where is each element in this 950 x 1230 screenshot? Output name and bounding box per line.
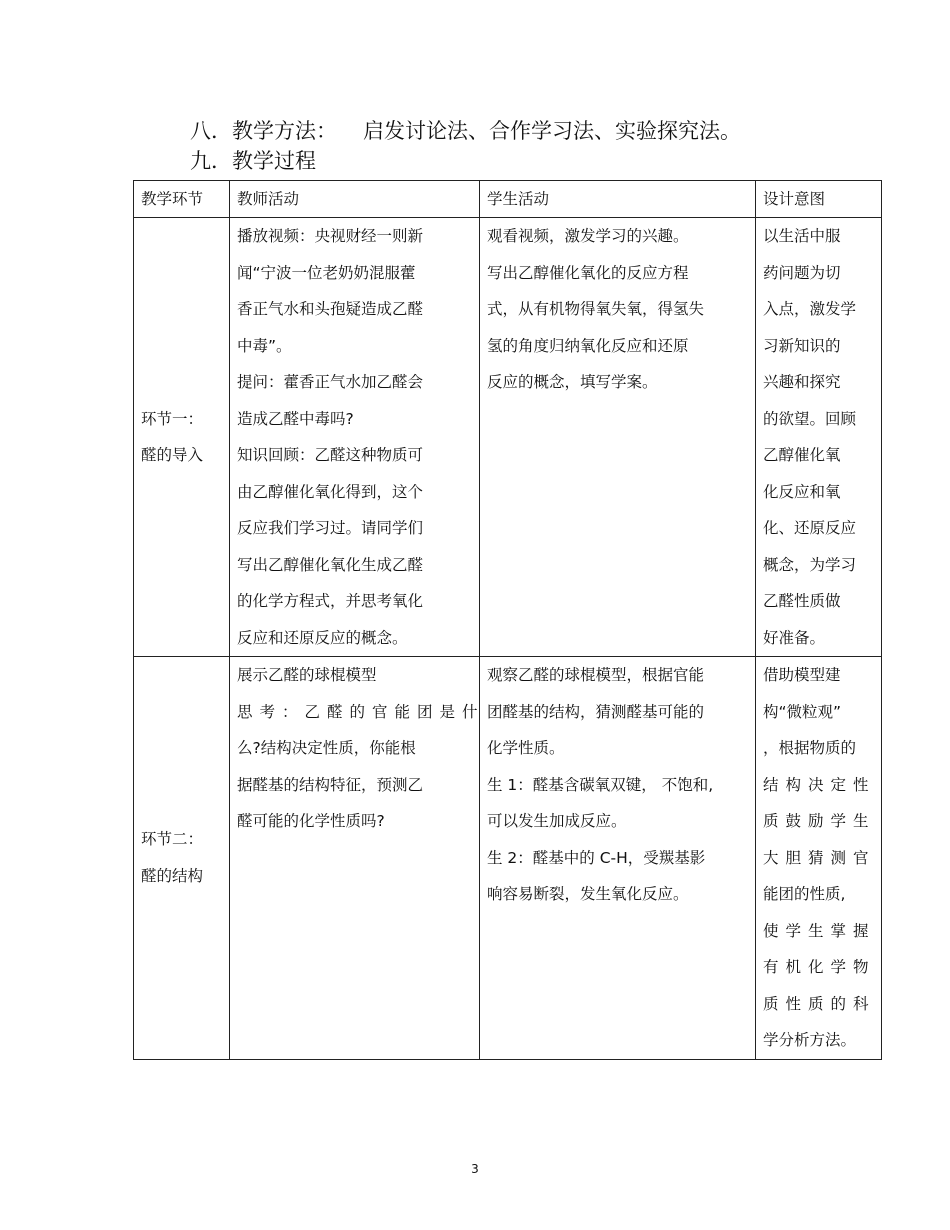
design-line: 药问题为切 bbox=[763, 263, 841, 282]
teacher-line: 展示乙醛的球棍模型 bbox=[237, 666, 377, 684]
design-line: 借助模型建 bbox=[763, 666, 841, 684]
student-line: 生 1：醛基含碳氧双键， 不饱和, bbox=[487, 775, 714, 794]
student-line: 化学性质。 bbox=[487, 739, 565, 757]
teacher-line: 由乙醇催化氧化得到，这个 bbox=[237, 482, 424, 501]
stage-line: 醛的导入 bbox=[141, 446, 204, 464]
design-line: 好准备。 bbox=[763, 628, 826, 647]
teacher-line: 中毒”。 bbox=[237, 336, 292, 355]
student-line: 式，从有机物得氧失氧，得氢失 bbox=[487, 300, 705, 318]
header-student: 学生活动 bbox=[480, 181, 756, 218]
teacher-line: 反应我们学习过。请同学们 bbox=[237, 519, 424, 537]
design-line: 构“微粒观” bbox=[763, 702, 842, 721]
teacher-line: 香正气水和头孢疑造成乙醛 bbox=[237, 300, 424, 318]
design-line: 的欲望。回顾 bbox=[763, 409, 857, 428]
student-line: 观看视频，激发学习的兴趣。 bbox=[487, 227, 689, 245]
design-line: 大胆猜测官 bbox=[763, 848, 876, 867]
page-number: 3 bbox=[471, 1162, 479, 1176]
teacher-line: 的化学方程式，并思考氧化 bbox=[237, 592, 424, 610]
teacher-line: 么?结构决定性质，你能根 bbox=[237, 739, 416, 757]
design-line: 学分析方法。 bbox=[763, 1031, 857, 1049]
student-activity-cell bbox=[480, 657, 756, 1060]
design-line: 乙醇催化氧 bbox=[763, 446, 841, 464]
student-activity-cell bbox=[480, 218, 756, 657]
design-line: 质鼓励学生 bbox=[763, 812, 876, 830]
design-line: 乙醛性质做 bbox=[763, 592, 841, 610]
teacher-line: 反应和还原反应的概念。 bbox=[237, 628, 408, 647]
design-line: 兴趣和探究 bbox=[763, 373, 841, 391]
student-line: 响容易断裂，发生氧化反应。 bbox=[487, 885, 689, 903]
design-line: 质性质的科 bbox=[763, 994, 876, 1013]
student-line: 可以发生加成反应。 bbox=[487, 812, 627, 830]
design-line: 以生活中服 bbox=[763, 227, 841, 245]
design-line: 概念，为学习 bbox=[763, 555, 857, 574]
teaching-process-heading bbox=[190, 146, 316, 176]
teaching-methods-heading bbox=[190, 116, 741, 146]
teacher-line: 闻“宁波一位老奶奶混服藿 bbox=[237, 263, 416, 282]
table-row bbox=[134, 218, 882, 657]
header-design: 设计意图 bbox=[756, 181, 882, 218]
design-line: 习新知识的 bbox=[763, 336, 841, 355]
table-header-row bbox=[134, 181, 882, 218]
design-line: 能团的性质, bbox=[763, 885, 846, 903]
header-teacher: 教师活动 bbox=[230, 181, 480, 218]
student-line: 写出乙醇催化氧化的反应方程 bbox=[487, 263, 689, 282]
teacher-activity-cell bbox=[230, 657, 485, 1060]
design-line: 化、还原反应 bbox=[763, 519, 857, 537]
stage-line: 醛的结构 bbox=[141, 866, 204, 885]
stage-cell bbox=[134, 218, 230, 657]
design-line: ，根据物质的 bbox=[763, 739, 857, 757]
teacher-line: 思考：乙醛的官能团是什 bbox=[237, 702, 485, 721]
teacher-line: 提问：藿香正气水加乙醛会 bbox=[237, 373, 424, 391]
teacher-line: 播放视频：央视财经一则新 bbox=[237, 227, 424, 245]
table-row bbox=[134, 657, 882, 1060]
teacher-line: 写出乙醇催化氧化生成乙醛 bbox=[237, 555, 424, 574]
design-line: 入点，激发学 bbox=[763, 300, 857, 318]
teacher-line: 醛可能的化学性质吗? bbox=[237, 812, 385, 830]
student-line: 反应的概念，填写学案。 bbox=[487, 373, 658, 391]
stage-line: 环节一： bbox=[141, 409, 204, 428]
stage-line: 环节二： bbox=[141, 830, 204, 849]
design-intent-cell bbox=[756, 657, 882, 1060]
design-line: 使学生掌握 bbox=[763, 921, 876, 940]
student-line: 氢的角度归纳氧化反应和还原 bbox=[487, 336, 689, 355]
lesson-table bbox=[133, 180, 882, 1060]
design-line: 有机化学物 bbox=[763, 958, 876, 976]
teacher-line: 造成乙醛中毒吗? bbox=[237, 409, 354, 428]
design-line: 结构决定性 bbox=[763, 775, 876, 794]
teacher-line: 据醛基的结构特征，预测乙 bbox=[237, 775, 424, 794]
teaching-methods-value: 启发讨论法、合作学习法、实验探究法。 bbox=[363, 119, 741, 143]
design-line: 化反应和氧 bbox=[763, 482, 841, 501]
header-stage: 教学环节 bbox=[134, 181, 230, 218]
student-line: 团醛基的结构，猜测醛基可能的 bbox=[487, 702, 705, 721]
design-intent-cell bbox=[756, 218, 882, 657]
student-line: 观察乙醛的球棍模型，根据官能 bbox=[487, 666, 705, 684]
stage-cell bbox=[134, 657, 230, 1060]
teacher-line: 知识回顾：乙醛这种物质可 bbox=[237, 446, 424, 464]
teaching-process-label: 九．教学过程 bbox=[190, 149, 316, 173]
teacher-activity-cell bbox=[230, 218, 480, 657]
student-line: 生 2：醛基中的 C-H，受羰基影 bbox=[487, 848, 706, 867]
teaching-methods-label: 八．教学方法： bbox=[190, 119, 337, 143]
